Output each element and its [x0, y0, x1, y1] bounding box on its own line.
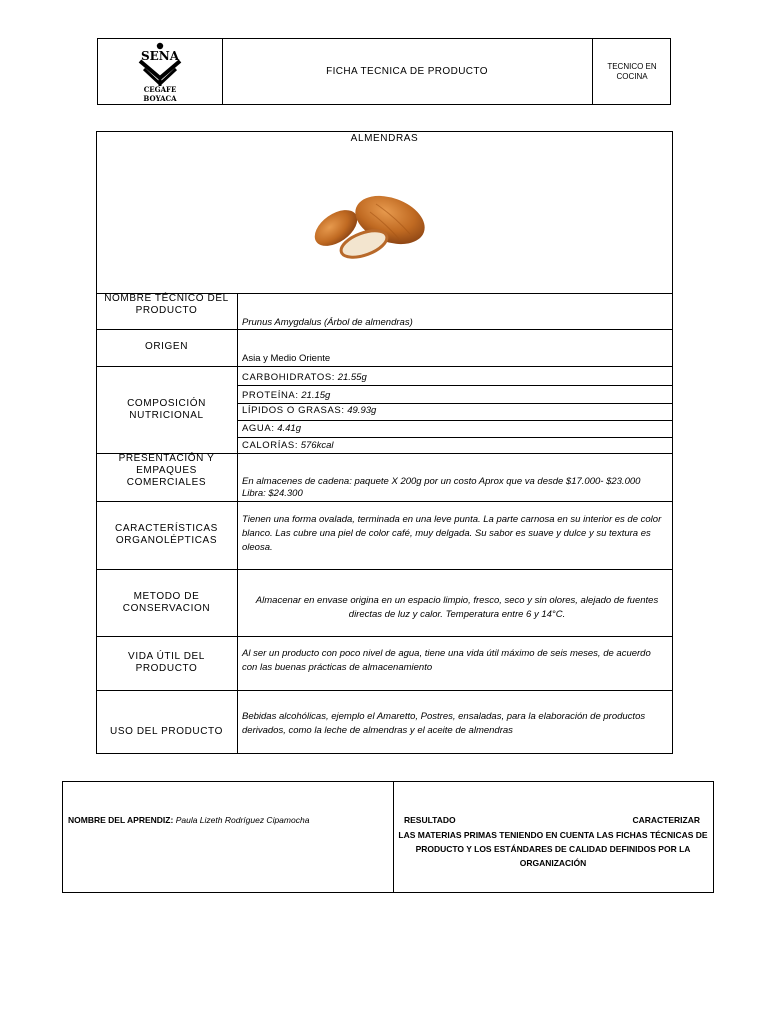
metodo-value: Almacenar en envase origina en un espacio limpio, fresco, seco y sin olores, alejado de fuentes directas de luz y calor. Temperatura entre 6 y 14°C. — [255, 595, 659, 620]
composicion-item: PROTEÍNA: 21.15g — [242, 390, 331, 401]
origen-label: ORIGEN — [144, 341, 189, 352]
aprendiz-label: NOMBRE DEL APRENDIZ — [68, 815, 171, 825]
almonds-icon — [306, 186, 436, 266]
resultado-label: RESULTADO — [404, 815, 456, 825]
document-title — [222, 38, 592, 105]
presentacion-value: En almacenes de cadena: paquete X 200g por un costo Aprox que va desde $17.000- $23.000 Libra: $24.300 — [242, 476, 641, 499]
footer-divider — [393, 781, 394, 893]
nombre-label: NOMBRE TÉCNICO DEL PRODUCTO — [104, 293, 229, 316]
composicion-item: LÍPIDOS O GRASAS: 49.93g — [242, 405, 377, 416]
metodo-label: METODO DE CONSERVACION — [122, 590, 211, 614]
product-name: ALMENDRAS — [350, 133, 419, 144]
program-name — [600, 38, 664, 105]
uso-value: Bebidas alcohólicas, ejemplo el Amaretto, Postres, ensaladas, para la elaboración de productos derivados, como la leche de almendras y el aceite de almendras — [242, 711, 646, 736]
composicion-item: AGUA: 4.41g — [242, 423, 301, 434]
document-title-text: FICHA TECNICA DE PRODUCTO — [326, 66, 488, 77]
logo-line1: CEGAFE — [143, 85, 177, 94]
logo-brand: SENA — [140, 49, 180, 63]
row-divider — [237, 420, 673, 421]
sena-logo — [122, 42, 198, 104]
origen-value: Asia y Medio Oriente — [242, 353, 331, 364]
caracteristicas-label: CARACTERÍSTICAS ORGANOLÉPTICAS — [115, 523, 218, 546]
row-divider — [237, 385, 673, 386]
composicion-item: CALORÍAS: 576kcal — [242, 440, 334, 451]
row-divider — [237, 437, 673, 438]
composicion-item: CARBOHIDRATOS: 21.55g — [242, 372, 367, 383]
caracteristicas-value: Tienen una forma ovalada, terminada en una leve punta. La parte carnosa en su interior es de color blanco. Las cubre una piel de color café, muy delgada. Su sabor es suave y dulce y su textura es oleosa. — [242, 514, 662, 553]
composicion-label: COMPOSICIÓN NUTRICIONAL — [127, 397, 206, 421]
vida-value: Al ser un producto con poco nivel de agua, tiene una vida útil máximo de seis meses, de acuerdo con las buenas prácticas de almacenamiento — [242, 648, 651, 673]
program-name-text: TECNICO EN COCINA — [607, 61, 657, 81]
column-divider — [237, 293, 238, 754]
almonds-image — [306, 186, 436, 266]
vida-label: VIDA ÚTIL DEL PRODUCTO — [128, 651, 205, 674]
sena-logo-icon — [122, 42, 198, 104]
header-divider — [592, 38, 593, 105]
logo-line2: BOYACA — [143, 94, 177, 103]
resultado-text: LAS MATERIAS PRIMAS TENIENDO EN CUENTA LAS FICHAS TÉCNICAS DE PRODUCTO Y LOS ESTÁNDARES DE CALIDAD DEFINIDOS POR LA ORGANIZACIÓN — [398, 830, 708, 868]
caracterizar-label: CARACTERIZAR — [632, 815, 700, 825]
nombre-value: Prunus Amygdalus (Árbol de almendras) — [242, 317, 413, 328]
aprendiz-block: NOMBRE DEL APRENDIZ: Paula Lizeth Rodríguez Cipamocha — [68, 815, 310, 825]
aprendiz-name: Paula Lizeth Rodríguez Cipamocha — [175, 815, 310, 825]
presentacion-label: PRESENTACIÓN Y EMPAQUES COMERCIALES — [118, 453, 215, 488]
uso-label: USO DEL PRODUCTO — [110, 726, 223, 737]
